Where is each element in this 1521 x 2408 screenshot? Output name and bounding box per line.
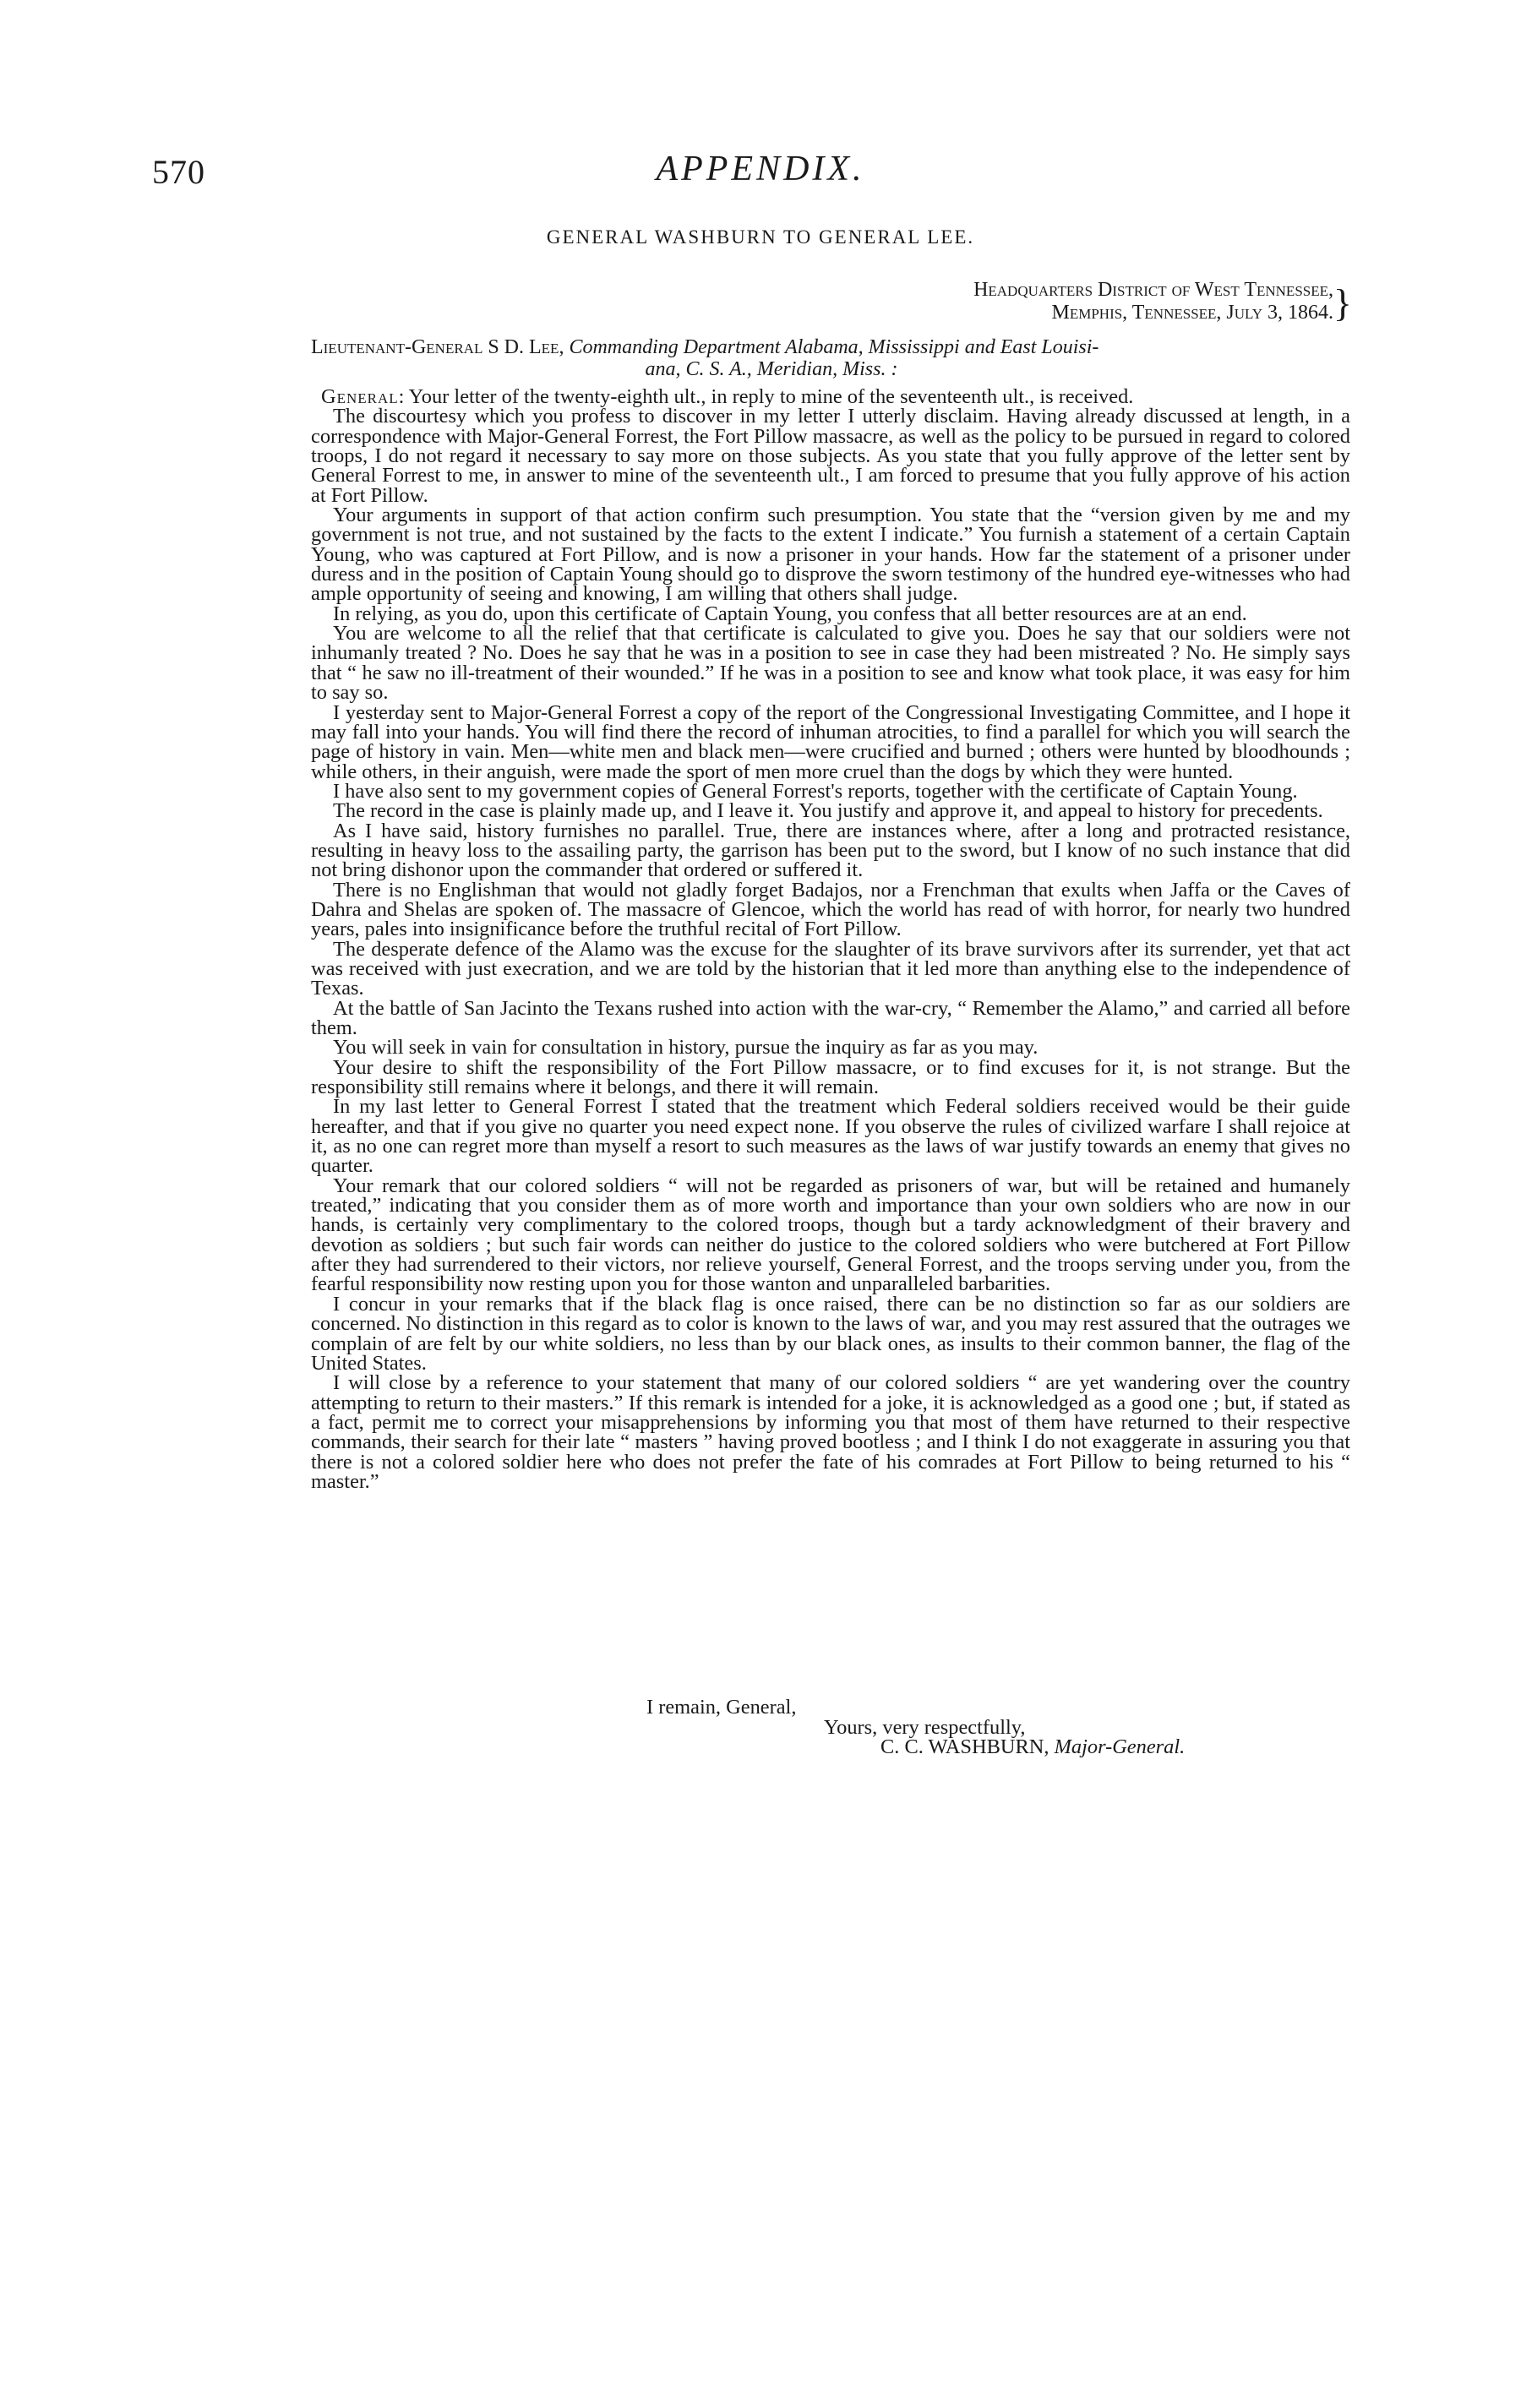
addressee-name: Lieutenant-General S D. Lee, (311, 336, 564, 358)
addressee-title-line1: Commanding Department Alabama, Mississippi and East Louisi- (569, 336, 1099, 358)
letter-title: GENERAL WASHBURN TO GENERAL LEE. (546, 226, 975, 248)
salutation-text: : Your letter of the twenty-eighth ult., in reply to mine of the seventeenth ult., is received. (398, 385, 1134, 408)
signature-name: C. C. WASHBURN, (880, 1735, 1049, 1758)
letter-paragraph: I yesterday sent to Major-General Forrest a copy of the report of the Congressional Investigating Committee, and I hope it may fall into your hands. You will find there the record of inhuman atrocities, to find a parallel for which you will search the page of history in vain. Men—white men and black men—were crucified and burned ; others were hunted by bloodhounds ; while others, in their anguish, were made the sport of men more cruel than the dogs by which they were hunted. (311, 700, 1350, 783)
signature (880, 1735, 1185, 1759)
letter-paragraph (311, 387, 1350, 406)
dateline-brace: } (1333, 281, 1352, 324)
running-head: APPENDIX. (656, 150, 865, 188)
dateline (973, 279, 1352, 324)
addressee (311, 336, 1350, 380)
letter-paragraph: The desperate defence of the Alamo was the excuse for the slaughter of its brave survivors after its surrender, yet that act was received with just execration, and we are told by the historian that it led more than anything else to the independence of Texas. (311, 937, 1350, 1000)
letter-paragraph: The record in the case is plainly made up, and I leave it. You justify and approve it, and appeal to history for precedents. (333, 799, 1323, 823)
dateline-line2: Memphis, Tennessee, July 3, 1864. (1051, 302, 1333, 324)
letter-paragraph: In relying, as you do, upon this certificate of Captain Young, you confess that all better resources are at an end. (333, 602, 1247, 625)
letter-paragraph: I will close by a reference to your statement that many of our colored soldiers “ are yet wandering over the country attempting to return to their masters.” If this remark is intended for a joke, it is acknowledged as a good one ; but, if stated as a fact, permit me to correct your misapprehensions by informing you that most of them have returned to their respective commands, their search for their late “ masters ” having proved bootless ; and I think I do not exaggerate in assuring you that there is not a colored soldier here who does not prefer the fate of his comrades at Fort Pillow to being returned to his “ master.” (311, 1371, 1350, 1493)
salutation: General (321, 385, 399, 408)
addressee-title-line2: ana, C. S. A., Meridian, Miss. : (645, 358, 898, 380)
letter-paragraph: I have also sent to my government copies of General Forrest's reports, together with the certificate of Captain Young. (333, 779, 1298, 803)
page-number: 570 (152, 153, 205, 191)
letter-paragraph: Your remark that our colored soldiers “ will not be regarded as prisoners of war, but will be retained and humanely treated,” indicating that you consider them as of more worth and importance than your own soldiers who are now in our hands, is certainly very complimentary to the colored troops, though but a tardy acknowledgment of their bravery and devotion as soldiers ; but such fair words can neither do justice to the colored soldiers who were butchered at Fort Pillow after they had surrendered to their victors, nor relieve yourself, General Forrest, and the troops serving under you, from the fearful responsibility now resting upon you for those wanton and unparalleled barbarities. (311, 1174, 1350, 1296)
letter-paragraph: I concur in your remarks that if the black flag is once raised, there can be no distinction so far as our soldiers are concerned. No distinction in this regard as to color is known to the laws of war, and you may rest assured that the outrages we complain of are felt by our white soldiers, no less than by our black ones, as insults to their common banner, the flag of the United States. (311, 1292, 1350, 1375)
letter-paragraph: You will seek in vain for consultation in history, pursue the inquiry as far as you may. (333, 1036, 1039, 1060)
closing-line2: Yours, very respectfully, (824, 1716, 1026, 1739)
signature-rank: Major-General. (1054, 1735, 1186, 1758)
letter-paragraph: At the battle of San Jacinto the Texans rushed into action with the war-cry, “ Remember the Alamo,” and carried all before them. (311, 996, 1350, 1039)
letter-paragraph: In my last letter to General Forrest I stated that the treatment which Federal soldiers received would be their guide hereafter, and that if you give no quarter you need expect none. If you observe the rules of civilized warfare I shall rejoice at it, as no one can regret more than myself a resort to such measures as the laws of war justify towards an enemy that gives no quarter. (311, 1095, 1350, 1178)
letter-paragraph: There is no Englishman that would not gladly forget Badajos, nor a Frenchman that exults when Jaffa or the Caves of Dahra and Shelas are spoken of. The massacre of Glencoe, which the world has read of with horror, for nearly two hundred years, pales into insignificance before the truthful recital of Fort Pillow. (311, 878, 1350, 941)
letter-paragraph: As I have said, history furnishes no parallel. True, there are instances where, after a long and protracted resistance, resulting in heavy loss to the assailing party, the garrison has been put to the sword, but I know of no such instance that did not bring dishonor upon the commander that ordered or suffered it. (311, 819, 1350, 882)
letter-paragraph: Your arguments in support of that action confirm such presumption. You state that the “version given by me and my government is not true, and not sustained by the facts to the extent I indicate.” You furnish a statement of a certain Captain Young, who was captured at Fort Pillow, and is now a prisoner in your hands. How far the statement of a prisoner under duress and in the position of Captain Young should go to disprove the sworn testimony of the hundred eye-witnesses who had ample opportunity of seeing and knowing, I am willing that others shall judge. (311, 504, 1350, 606)
letter-paragraph: Your desire to shift the responsibility of the Fort Pillow massacre, or to find excuses for it, is not strange. But the responsibility still remains where it belongs, and there it will remain. (311, 1055, 1350, 1099)
letter-paragraph: You are welcome to all the relief that that certificate is calculated to give you. Does he say that our soldiers were not inhumanly treated ? No. Does he say that he was in a position to see in case they had been mistreated ? No. He simply says that “ he saw no ill-treatment of their wounded.” If he was in a position to see and know what took place, it was easy for him to say so. (311, 622, 1350, 705)
closing-line1: I remain, General, (646, 1696, 797, 1719)
letter-body (311, 387, 1350, 1491)
dateline-line1: Headquarters District of West Tennessee, (973, 279, 1333, 301)
letter-paragraph: The discourtesy which you profess to discover in my letter I utterly disclaim. Having already discussed at length, in a correspondence with Major-General Forrest, the Fort Pillow massacre, as well as the policy to be pursued in regard to colored troops, I do not regard it necessary to say more on those subjects. As you state that you fully approve of the letter sent by General Forrest to me, in answer to mine of the seventeenth ult., I am forced to presume that you fully approve of his action at Fort Pillow. (311, 405, 1350, 507)
